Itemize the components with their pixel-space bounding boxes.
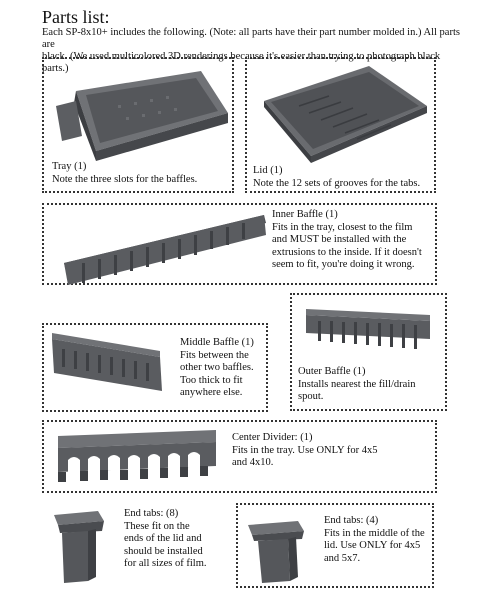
middle-baffle-desc-3: Too thick to fit <box>180 374 243 386</box>
center-divider-rendering <box>54 426 224 488</box>
end-tabs-8-caption <box>124 508 207 571</box>
end-tabs-4-desc-1: Fits in the middle of the <box>324 527 425 539</box>
inner-baffle-desc-2: and MUST be installed with the <box>272 234 407 245</box>
middle-baffle-caption <box>180 337 254 400</box>
tray-caption <box>52 161 197 186</box>
inner-baffle-rendering <box>54 205 274 285</box>
lid-desc: Note the 12 sets of grooves for the tabs. <box>253 177 421 189</box>
tray-name: Tray (1) <box>52 161 87 172</box>
end-tabs-4-name: End tabs: (4) <box>324 515 379 526</box>
end-tabs-8-desc-1: These fit on the <box>124 520 190 532</box>
end-tabs-8-desc-3: should be installed <box>124 545 203 557</box>
lid-panel <box>245 57 436 193</box>
outer-baffle-panel <box>290 293 447 411</box>
lid-name: Lid (1) <box>253 165 283 176</box>
center-divider-panel <box>42 420 437 493</box>
middle-baffle-desc-4: anywhere else. <box>180 387 243 398</box>
middle-baffle-desc-1: Fits between the <box>180 349 249 361</box>
end-tab-4-rendering <box>244 509 314 585</box>
outer-baffle-desc-1: Installs nearest the fill/drain <box>298 378 416 390</box>
end-tabs-4-desc-3: and 5x7. <box>324 552 361 564</box>
inner-baffle-desc-3: extrusions to the inside. If it doesn't <box>272 246 422 258</box>
end-tabs-8-name: End tabs: (8) <box>124 508 179 519</box>
center-divider-caption <box>232 432 377 470</box>
center-divider-desc-1: Fits in the tray. Use ONLY for 4x5 <box>232 444 378 456</box>
middle-baffle-rendering <box>48 329 168 409</box>
inner-baffle-panel <box>42 203 437 285</box>
intro-line-1: Each SP-8x10+ includes the following. (Note: all parts have their part number molded in.) All parts are <box>42 27 460 50</box>
outer-baffle-desc-2: spout. <box>298 391 324 402</box>
intro-line-2: black. (We used multicolored 3D renderings because it's easier than trying to photograph black parts.) <box>42 51 441 74</box>
lid-rendering <box>249 61 435 165</box>
tray-desc: Note the three slots for the baffles. <box>52 173 198 185</box>
inner-baffle-desc-4: seem to fit, you're doing it wrong. <box>272 259 415 270</box>
page-title: Parts list: <box>42 7 110 27</box>
end-tabs-8-desc-2: ends of the lid and <box>124 533 202 544</box>
tray-panel <box>42 57 234 193</box>
outer-baffle-rendering <box>300 301 440 361</box>
outer-baffle-name: Outer Baffle (1) <box>298 366 366 377</box>
end-tabs-8-desc-4: for all sizes of film. <box>124 558 207 569</box>
middle-baffle-desc-2: other two baffles. <box>180 362 254 373</box>
end-tabs-4-caption <box>324 515 425 565</box>
inner-baffle-caption <box>272 209 422 272</box>
tray-rendering <box>46 61 232 171</box>
inner-baffle-name: Inner Baffle (1) <box>272 209 338 220</box>
inner-baffle-desc-1: Fits in the tray, closest to the film <box>272 221 413 233</box>
middle-baffle-name: Middle Baffle (1) <box>180 337 254 348</box>
middle-baffle-panel <box>42 323 268 412</box>
lid-caption <box>253 165 420 190</box>
outer-baffle-caption <box>298 366 416 404</box>
end-tabs-4-panel <box>236 503 434 588</box>
center-divider-name: Center Divider: (1) <box>232 432 313 443</box>
center-divider-desc-2: and 4x10. <box>232 457 274 468</box>
end-tab-8-rendering <box>48 507 108 585</box>
end-tabs-4-desc-2: lid. Use ONLY for 4x5 <box>324 540 421 551</box>
